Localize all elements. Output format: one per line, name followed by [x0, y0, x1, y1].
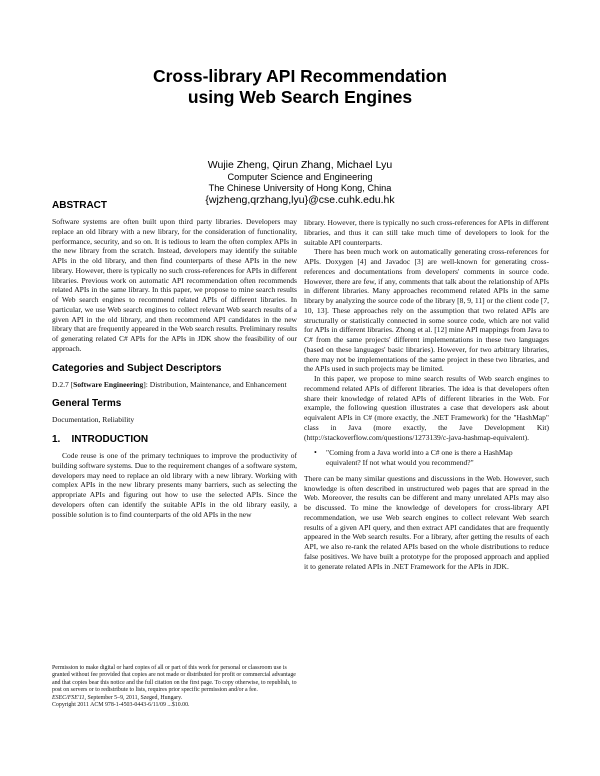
copyright-venue: ESEC/FSE'11,: [52, 694, 87, 701]
right-paragraph-1: There has been much work on automatically generating cross-references for APIs. Doxygen [4] and Javadoc [3] are well-known for generating cross-references and documentations from developers' comments in source code. However, there are few, if any, comments that talk about the relationship of APIs in different libraries. Many approaches recommend related APIs in the same library by analyzing the source code of the library [8, 9, 11] or the client code [7, 10, 13]. These approaches rely on the assumption that two related APIs are structurally or statistically connected in some source code, which are not valid for APIs in different libraries. Zhong et al. [12] mine API mappings from Java to C# from the same projects' different implementations in these two languages (based on these languages' basic libraries). However, for two arbitrary libraries, there may not be implementations of the same project in these two libraries, and the APIs used in such projects may be limited.: [304, 247, 549, 374]
abstract-heading: ABSTRACT: [52, 200, 107, 211]
right-paragraph-2: In this paper, we propose to mine search results of Web search engines to recommend related APIs of different libraries. The idea is that developers often share their knowledge of related APIs of different libraries in the Web. For example, the following question illustrates a case that developers ask about equivalent APIs in C# (more exactly, the .NET Framework) for the "HashMap" class in Java (more exactly, the Jave Development Kit) (http://stackoverflow.com/questions/1273139/c-java-hashmap-equivalent).: [304, 374, 549, 442]
author-university: The Chinese University of Hong Kong, China: [208, 183, 392, 193]
copyright-notice: [52, 665, 297, 709]
categories-code: D.2.7 [: [52, 379, 74, 389]
author-email: {wjzheng,qrzhang,lyu}@cse.cuhk.edu.hk: [205, 194, 395, 206]
title-line-1: Cross-library API Recommendation: [152, 66, 447, 86]
author-names: Wujie Zheng, Qirun Zhang, Michael Lyu: [207, 159, 393, 171]
general-terms-text: Documentation, Reliability: [52, 415, 135, 425]
categories-bold: Software Engineering: [73, 379, 144, 389]
copyright-permission: Permission to make digital or hard copies of all or part of this work for personal or classroom use is granted without fee provided that copies are not made or distributed for profit or commercial advantage and that copies bear this notice and the full citation on the first page. To copy otherwise, to republish, to post on servers or to redistribute to lists, requires prior specific permission and/or a fee.: [52, 665, 297, 694]
introduction-paragraph-1: Code reuse is one of the primary techniques to improve the productivity of building software systems. Due to the requirement changes of a software system, developers may need to replace an old library with a new library. Working with complex APIs in the new library presents many barriers, such as selecting the appropriate APIs and figuring out how to use the selected APIs. Since the developers often can identify the suitable APIs in the old library easily, a possible solution is to find counterparts of the old APIs in the new: [52, 451, 297, 519]
categories-rest: ]: Distribution, Maintenance, and Enhancement: [143, 379, 287, 389]
right-paragraph-3: There can be many similar questions and discussions in the Web. However, such knowledge is often described in unstructured web pages that are spread in the Web. Moreover, the results can be different and many unrelated APIs may also be discussed. To mine the knowledge of developers for cross-library API recommendation, we use Web search engines to collect relevant Web search results of a given API query, and then extract API candidates that are frequently appeared in the Web search results. For a library, after getting the results of each API, we also re-rank the related APIs based on the whole distributions to reduce false positives. We have built a prototype for the proposed approach and applied it to generate related APIs in .NET Framework for the APIs in JDK.: [304, 473, 549, 571]
copyright-line: Copyright 2011 ACM 978-1-4503-0443-6/11/09 ...$10.00.: [52, 702, 190, 709]
author-department: Computer Science and Engineering: [227, 172, 373, 182]
introduction-heading: 1. INTRODUCTION: [52, 434, 149, 445]
copyright-venue-rest: September 5–9, 2011, Szeged, Hungary.: [86, 694, 183, 701]
paper-title: [0, 66, 600, 108]
copyright-venue-line: [52, 695, 297, 702]
categories-text: [52, 380, 297, 390]
abstract-text: Software systems are often built upon third party libraries. Developers may replace an old library with a new library, for the consideration of functionality, performance, security, and so on. It is tedious to learn the often complex APIs in the new library from the scratch. Instead, developers may identify the suitable APIs in the old library, and then find counterparts of these APIs in the new library. However, there is typically no such cross-references for APIs in different libraries. Previous work on automatic API recommendation often recommends related APIs in the same library. In this paper, we propose to mine search results of Web search engines to recommend related APIs of different libraries. In particular, we use Web search engines to collect relevant Web search results of a given API in the old library, and then recommend API candidates in the new library that are frequently appeared in the Web search results. Preliminary results of generating related C# APIs for the APIs in JDK show the feasibility of our approach.: [52, 217, 297, 353]
general-terms-heading: General Terms: [52, 398, 122, 410]
left-column: [52, 200, 297, 519]
title-line-2: using Web Search Engines: [187, 87, 413, 107]
categories-heading: Categories and Subject Descriptors: [52, 362, 222, 374]
bullet-dot-icon: •: [314, 448, 317, 458]
right-paragraph-0: library. However, there is typically no such cross-references for APIs in different libraries, and thus it can still take much time of developers to look for the suitable API counterparts.: [304, 218, 549, 247]
right-column: [304, 218, 549, 571]
quote-text: "Coming from a Java world into a C# one is there a HashMap equivalent? If not what would you recommend?": [326, 448, 513, 467]
quote-bullet: [304, 448, 549, 468]
